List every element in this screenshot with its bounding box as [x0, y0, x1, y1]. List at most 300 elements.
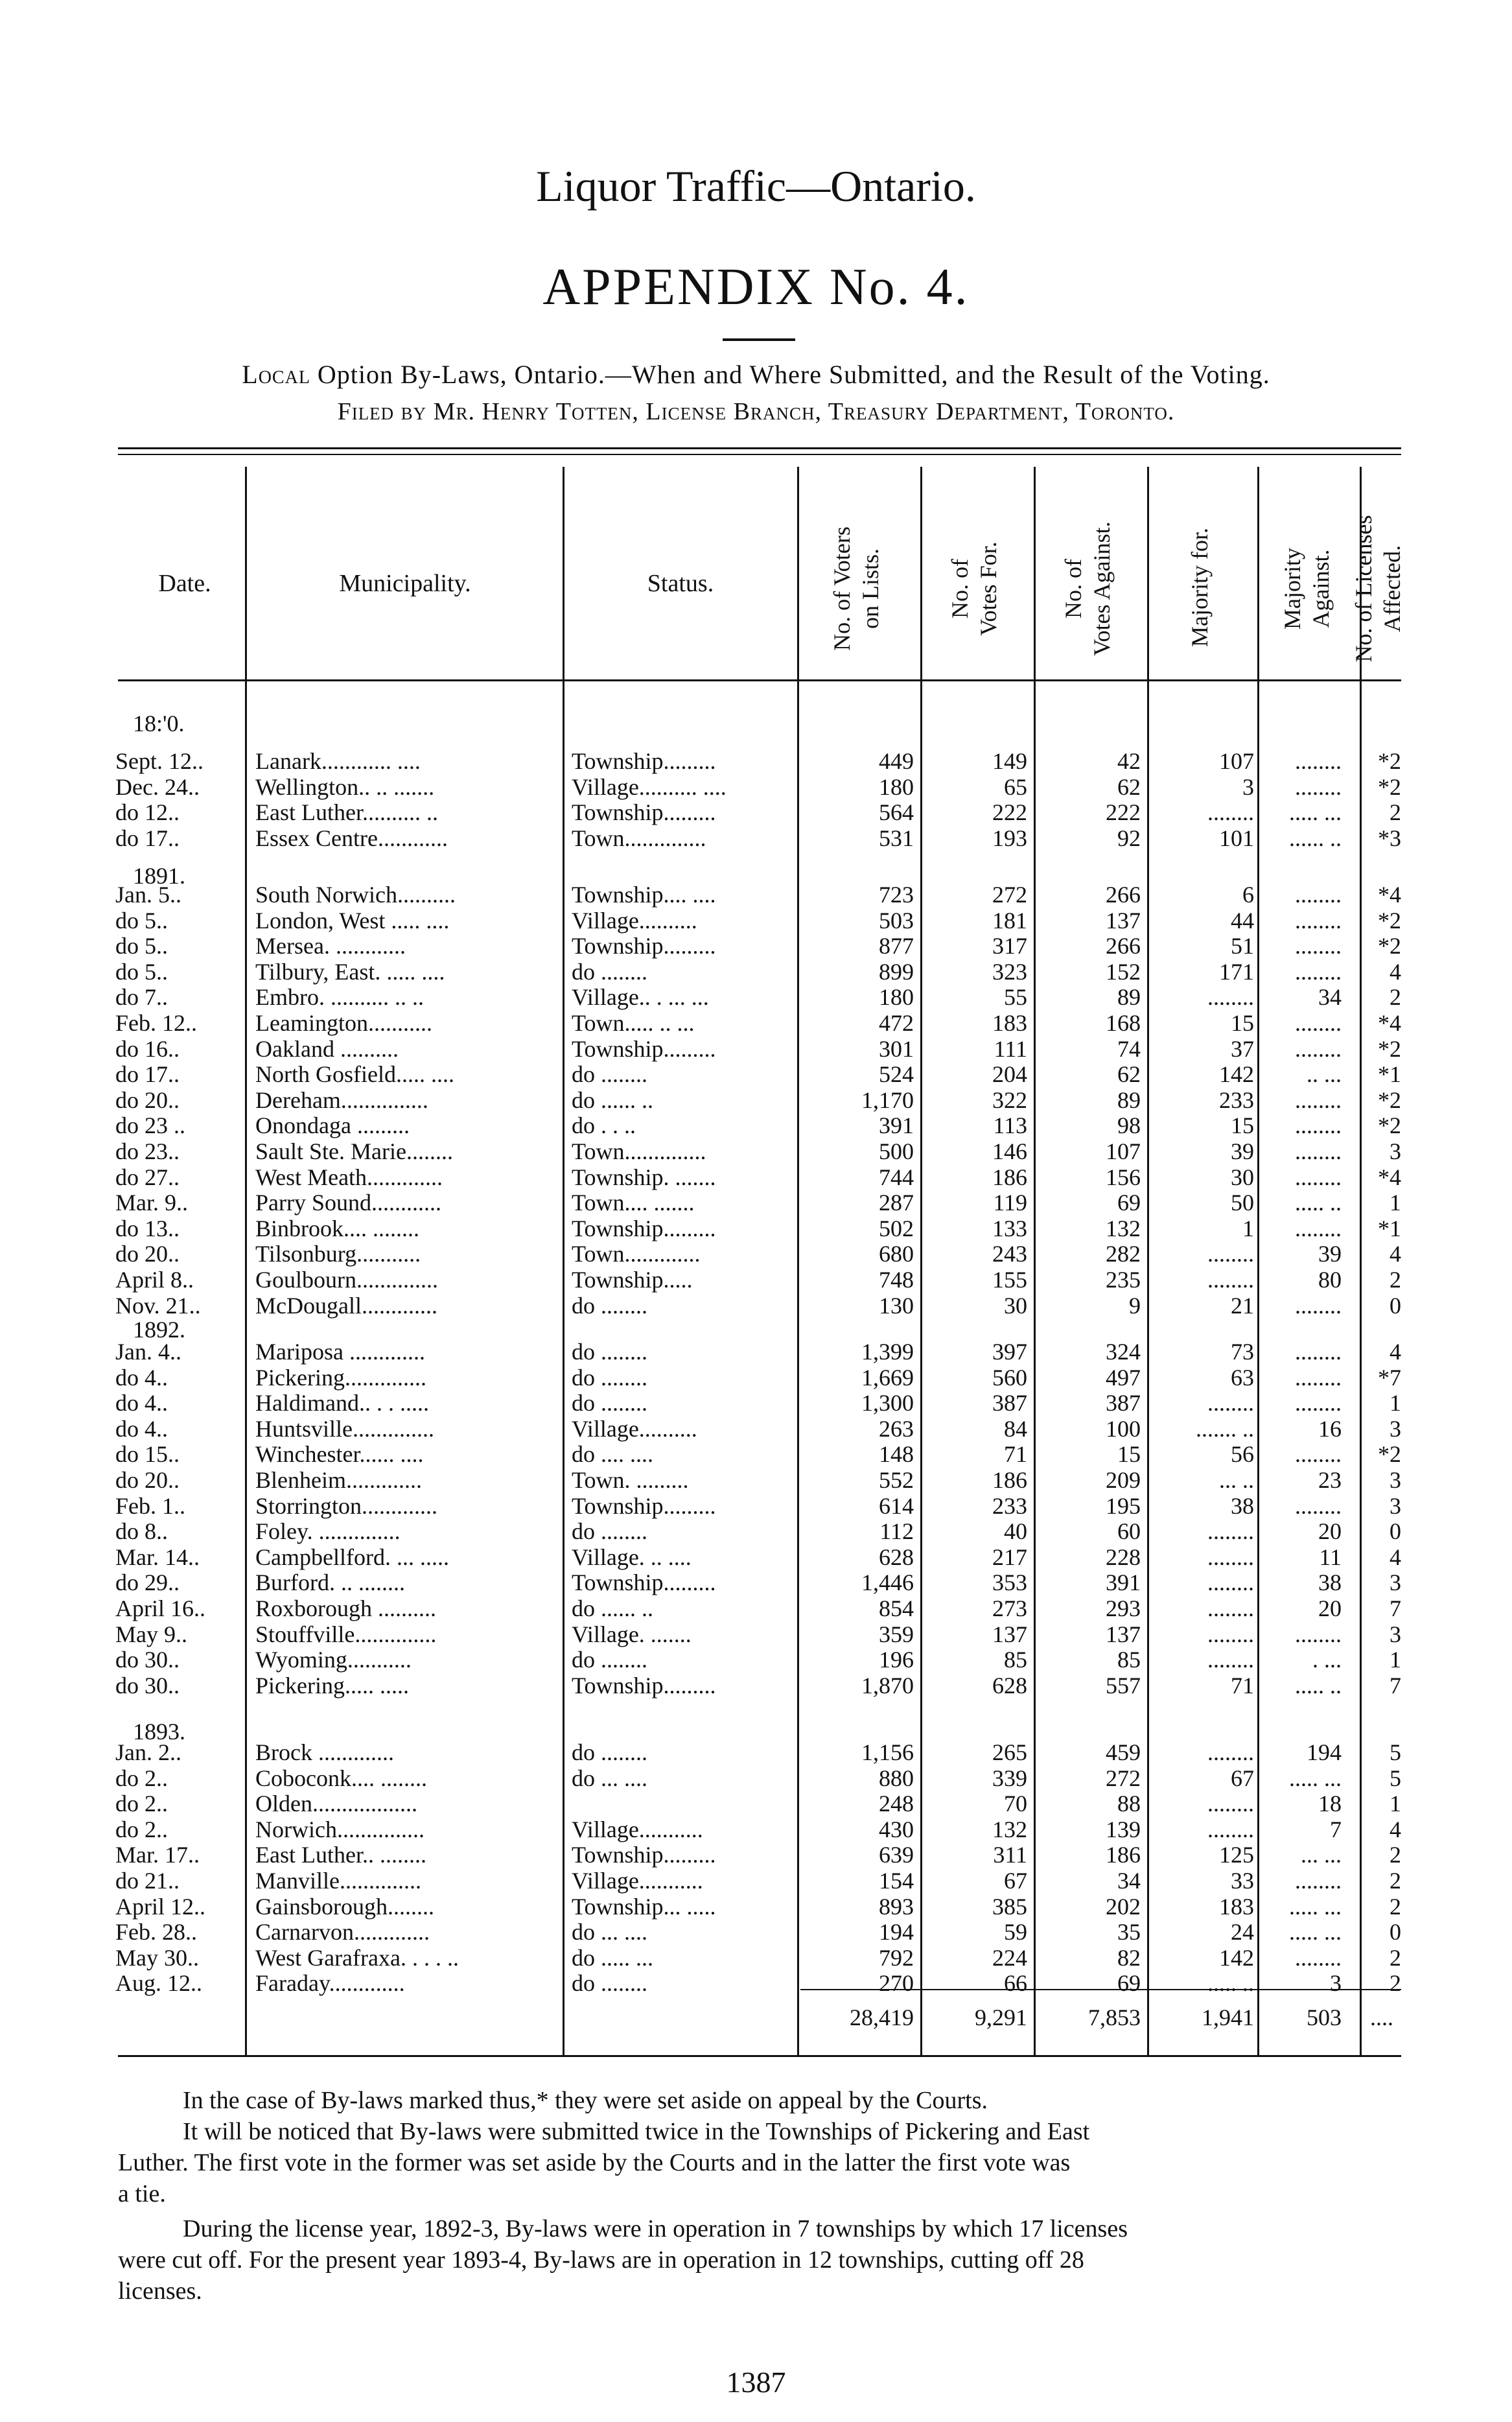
- cell-municipality: Winchester...... ....: [255, 1441, 424, 1468]
- cell-majority-against: 80: [1318, 1267, 1342, 1293]
- cell-majority-against: ..... ..: [1295, 1190, 1342, 1216]
- cell-licenses: 0: [1390, 1292, 1401, 1319]
- cell-voters: 1,399: [861, 1339, 914, 1365]
- cell-licenses: 2: [1390, 1970, 1401, 1997]
- cell-date: Dec. 24..: [115, 773, 200, 800]
- cell-municipality: Stouffville..............: [255, 1621, 437, 1647]
- cell-date: do 4..: [115, 1415, 168, 1442]
- cell-voters: 391: [879, 1112, 914, 1139]
- cell-voters: 180: [879, 773, 914, 800]
- cell-voters: 500: [879, 1138, 914, 1164]
- cell-status: Township.........: [572, 1035, 716, 1062]
- cell-majority-for: 101: [1219, 825, 1254, 851]
- total-votes-for: 9,291: [975, 2005, 1027, 2030]
- cell-date: do 20..: [115, 1467, 180, 1493]
- cell-votes-against: 42: [1117, 748, 1141, 774]
- cell-date: Mar. 17..: [115, 1842, 200, 1868]
- cell-voters: 248: [879, 1791, 914, 1817]
- cell-date: do 13..: [115, 1215, 180, 1241]
- cell-municipality: Wyoming...........: [255, 1647, 412, 1673]
- cell-votes-against: 209: [1106, 1467, 1141, 1493]
- licenses-header-line1: No. of Licenses: [1351, 515, 1377, 663]
- cell-majority-against: ........: [1295, 1390, 1342, 1417]
- cell-majority-against: ........: [1295, 1621, 1342, 1647]
- cell-voters: 180: [879, 984, 914, 1011]
- cell-date: May 30..: [115, 1944, 199, 1971]
- cell-voters: 1,870: [861, 1672, 914, 1699]
- cell-majority-against: ........: [1295, 1215, 1342, 1241]
- cell-licenses: *4: [1378, 882, 1401, 908]
- cell-licenses: 2: [1390, 1944, 1401, 1971]
- majority-against-header-line1: Majority: [1279, 548, 1305, 629]
- cell-licenses: 2: [1390, 1842, 1401, 1868]
- cell-date: do 4..: [115, 1364, 168, 1391]
- cell-date: do 29..: [115, 1570, 180, 1596]
- cell-votes-for: 30: [1004, 1292, 1027, 1319]
- cell-date: do 7..: [115, 984, 168, 1011]
- cell-votes-for: 40: [1004, 1518, 1027, 1545]
- cell-votes-for: 119: [993, 1190, 1027, 1216]
- cell-licenses: *3: [1378, 825, 1401, 851]
- cell-municipality: Binbrook.... ........: [255, 1215, 420, 1241]
- cell-date: Nov. 21..: [115, 1292, 201, 1319]
- cell-municipality: Huntsville..............: [255, 1415, 434, 1442]
- cell-status: do ..... ...: [572, 1944, 653, 1971]
- cell-votes-for: 55: [1004, 984, 1027, 1011]
- cell-date: do 5..: [115, 958, 168, 985]
- cell-municipality: Haldimand.. . . .....: [255, 1390, 429, 1417]
- cell-votes-against: 88: [1117, 1791, 1141, 1817]
- votes-against-header-line2: Votes Against.: [1089, 521, 1115, 656]
- cell-status: do . . ..: [572, 1112, 636, 1139]
- cell-municipality: West Garafraxa. . . . ..: [255, 1944, 459, 1971]
- cell-status: do ........: [572, 958, 647, 985]
- cell-licenses: 4: [1390, 1544, 1401, 1570]
- cell-majority-for: 6: [1242, 882, 1254, 908]
- cell-licenses: 5: [1390, 1739, 1401, 1765]
- cell-majority-for: 171: [1219, 958, 1254, 985]
- cell-licenses: 4: [1390, 958, 1401, 985]
- cell-majority-against: ........: [1295, 1112, 1342, 1139]
- note-twice-line2: Luther. The first vote in the former was set aside by the Courts and in the latter the first vote was: [118, 2149, 1071, 2176]
- cell-date: do 2..: [115, 1791, 168, 1817]
- col-header-municipality: Municipality.: [339, 570, 471, 597]
- cell-majority-against: ........: [1295, 882, 1342, 908]
- cell-votes-for: 113: [993, 1112, 1027, 1139]
- cell-status: do ........: [572, 1647, 647, 1673]
- cell-licenses: 2: [1390, 1893, 1401, 1920]
- cell-municipality: London, West ..... ....: [255, 907, 450, 934]
- cell-date: April 12..: [115, 1893, 205, 1920]
- cell-votes-for: 67: [1004, 1868, 1027, 1894]
- cell-licenses: 2: [1390, 984, 1401, 1011]
- cell-majority-for: ........: [1207, 1390, 1254, 1417]
- cell-date: do 23 ..: [115, 1112, 185, 1139]
- total-majority-for: 1,941: [1202, 2005, 1254, 2030]
- licenses-header-line2: Affected.: [1379, 545, 1405, 633]
- cell-majority-for: ........: [1207, 1518, 1254, 1545]
- cell-majority-for: 51: [1231, 933, 1254, 959]
- cell-votes-against: 60: [1117, 1518, 1141, 1545]
- cell-licenses: *2: [1378, 1087, 1401, 1113]
- cell-votes-for: 193: [992, 825, 1027, 851]
- cell-majority-for: 73: [1231, 1339, 1254, 1365]
- cell-majority-for: 30: [1231, 1164, 1254, 1190]
- cell-votes-against: 266: [1106, 933, 1141, 959]
- cell-status: Town.............: [572, 1241, 701, 1267]
- cell-majority-against: ...... ..: [1289, 825, 1342, 851]
- cell-municipality: Tilsonburg...........: [255, 1241, 421, 1267]
- cell-majority-against: ........: [1295, 1292, 1342, 1319]
- cell-voters: 748: [879, 1267, 914, 1293]
- cell-date: Jan. 4..: [115, 1339, 181, 1365]
- cell-majority-against: 20: [1318, 1518, 1342, 1545]
- cell-votes-for: 265: [992, 1739, 1027, 1765]
- cell-status: Village. .......: [572, 1621, 692, 1647]
- cell-date: Aug. 12..: [115, 1970, 202, 1997]
- cell-municipality: McDougall.............: [255, 1292, 437, 1319]
- cell-licenses: 3: [1390, 1138, 1401, 1164]
- cell-status: Township.........: [572, 748, 716, 774]
- filed-by-line: Filed by Mr. Henry Totten, License Branch, Treasury Department, Toronto.: [337, 398, 1175, 425]
- cell-date: do 5..: [115, 933, 168, 959]
- cell-majority-for: 71: [1231, 1672, 1254, 1699]
- cell-majority-for: ........: [1207, 1241, 1254, 1267]
- cell-votes-against: 391: [1106, 1570, 1141, 1596]
- cell-status: do ...... ..: [572, 1087, 653, 1113]
- cell-voters: 880: [879, 1765, 914, 1791]
- cell-majority-for: 38: [1231, 1492, 1254, 1519]
- cell-date: do 15..: [115, 1441, 180, 1468]
- cell-votes-against: 156: [1106, 1164, 1141, 1190]
- cell-voters: 472: [879, 1010, 914, 1036]
- votes-for-header-line1: No. of: [947, 559, 973, 618]
- cell-status: Township.........: [572, 1215, 716, 1241]
- cell-municipality: East Luther.......... ..: [255, 799, 438, 826]
- cell-status: Town. .........: [572, 1467, 689, 1493]
- cell-votes-against: 387: [1106, 1390, 1141, 1417]
- cell-date: do 16..: [115, 1035, 180, 1062]
- cell-status: Township.........: [572, 1842, 716, 1868]
- cell-votes-against: 69: [1117, 1970, 1141, 1997]
- cell-municipality: Pickering..............: [255, 1364, 426, 1391]
- cell-licenses: 1: [1390, 1190, 1401, 1216]
- cell-majority-for: 44: [1231, 907, 1254, 934]
- cell-voters: 639: [879, 1842, 914, 1868]
- cell-voters: 154: [879, 1868, 914, 1894]
- cell-votes-for: 84: [1004, 1415, 1027, 1442]
- cell-votes-for: 186: [992, 1164, 1027, 1190]
- cell-date: Feb. 28..: [115, 1919, 197, 1946]
- year-label: 1892.: [133, 1317, 185, 1343]
- cell-voters: 502: [879, 1215, 914, 1241]
- cell-votes-for: 217: [992, 1544, 1027, 1570]
- cell-municipality: Tilbury, East. ..... ....: [255, 958, 445, 985]
- cell-voters: 552: [879, 1467, 914, 1493]
- cell-licenses: 4: [1390, 1816, 1401, 1842]
- cell-voters: 430: [879, 1816, 914, 1842]
- cell-votes-against: 557: [1106, 1672, 1141, 1699]
- cell-majority-for: ........: [1207, 1621, 1254, 1647]
- cell-status: do ........: [572, 1292, 647, 1319]
- cell-voters: 531: [879, 825, 914, 851]
- cell-licenses: *2: [1378, 933, 1401, 959]
- cell-majority-for: 33: [1231, 1868, 1254, 1894]
- cell-votes-for: 243: [992, 1241, 1027, 1267]
- cell-voters: 1,300: [861, 1390, 914, 1417]
- cell-licenses: *2: [1378, 1035, 1401, 1062]
- cell-voters: 1,156: [861, 1739, 914, 1765]
- cell-majority-for: ... ..: [1219, 1467, 1254, 1493]
- cell-licenses: 2: [1390, 1267, 1401, 1293]
- page-number: 1387: [726, 2366, 786, 2399]
- cell-majority-against: ........: [1295, 933, 1342, 959]
- cell-majority-for: ........: [1207, 1570, 1254, 1596]
- cell-majority-for: ........: [1207, 1791, 1254, 1817]
- cell-date: do 27..: [115, 1164, 180, 1190]
- cell-majority-against: ..... ..: [1295, 1672, 1342, 1699]
- cell-voters: 301: [879, 1035, 914, 1062]
- cell-voters: 503: [879, 907, 914, 934]
- cell-municipality: Lanark............ ....: [255, 748, 421, 774]
- cell-municipality: Burford. .. ........: [255, 1570, 405, 1596]
- cell-majority-against: ........: [1295, 1944, 1342, 1971]
- cell-licenses: *1: [1378, 1215, 1401, 1241]
- cell-majority-for: 56: [1231, 1441, 1254, 1468]
- cell-majority-against: ........: [1295, 1339, 1342, 1365]
- cell-votes-for: 323: [992, 958, 1027, 985]
- year-label: 1891.: [133, 863, 185, 889]
- col-header-date: Date.: [158, 570, 211, 597]
- majority-for-header: Majority for.: [1187, 528, 1213, 647]
- cell-voters: 744: [879, 1164, 914, 1190]
- cell-licenses: 3: [1390, 1570, 1401, 1596]
- note-license-line1: During the license year, 1892-3, By-laws were in operation in 7 townships by which 17 licenses: [183, 2215, 1128, 2242]
- cell-majority-against: 7: [1330, 1816, 1342, 1842]
- cell-votes-for: 186: [992, 1467, 1027, 1493]
- cell-licenses: 1: [1390, 1390, 1401, 1417]
- cell-licenses: *2: [1378, 1441, 1401, 1468]
- cell-voters: 263: [879, 1415, 914, 1442]
- cell-status: do .... ....: [572, 1441, 653, 1468]
- cell-voters: 564: [879, 799, 914, 826]
- cell-municipality: East Luther.. ........: [255, 1842, 426, 1868]
- cell-votes-against: 74: [1117, 1035, 1141, 1062]
- cell-votes-against: 98: [1117, 1112, 1141, 1139]
- cell-majority-against: ........: [1295, 1868, 1342, 1894]
- cell-municipality: West Meath.............: [255, 1164, 443, 1190]
- cell-date: Jan. 5..: [115, 882, 181, 908]
- cell-voters: 792: [879, 1944, 914, 1971]
- cell-votes-against: 85: [1117, 1647, 1141, 1673]
- cell-votes-for: 111: [994, 1035, 1027, 1062]
- cell-votes-against: 272: [1106, 1765, 1141, 1791]
- cell-majority-against: 23: [1318, 1467, 1342, 1493]
- note-license-line3: licenses.: [118, 2277, 202, 2305]
- cell-voters: 359: [879, 1621, 914, 1647]
- cell-status: do ... ....: [572, 1765, 647, 1791]
- cell-voters: 196: [879, 1647, 914, 1673]
- cell-votes-for: 233: [992, 1492, 1027, 1519]
- cell-municipality: Wellington.. .. .......: [255, 773, 435, 800]
- cell-majority-for: ........: [1207, 1647, 1254, 1673]
- cell-date: do 20..: [115, 1087, 180, 1113]
- cell-votes-against: 35: [1117, 1919, 1141, 1946]
- cell-status: Village..........: [572, 1415, 697, 1442]
- cell-votes-for: 222: [992, 799, 1027, 826]
- cell-votes-against: 107: [1106, 1138, 1141, 1164]
- cell-majority-against: 38: [1318, 1570, 1342, 1596]
- cell-majority-for: 107: [1219, 748, 1254, 774]
- cell-municipality: Coboconk.... ........: [255, 1765, 427, 1791]
- cell-status: Village.......... ....: [572, 773, 727, 800]
- cell-date: do 2..: [115, 1765, 168, 1791]
- cell-voters: 899: [879, 958, 914, 985]
- cell-majority-for: 142: [1219, 1061, 1254, 1088]
- cell-date: do 20..: [115, 1241, 180, 1267]
- cell-majority-against: ........: [1295, 748, 1342, 774]
- cell-status: Town..... .. ...: [572, 1010, 695, 1036]
- cell-licenses: *7: [1378, 1364, 1401, 1391]
- cell-voters: 112: [879, 1518, 914, 1545]
- cell-majority-for: ..... ..: [1207, 1970, 1254, 1997]
- voters-header-line2: on Lists.: [857, 548, 883, 629]
- total-licenses: ....: [1370, 2005, 1393, 2030]
- cell-municipality: Mersea. ............: [255, 933, 406, 959]
- cell-status: Village...........: [572, 1816, 703, 1842]
- cell-votes-for: 132: [992, 1816, 1027, 1842]
- year-label: 18:'0.: [133, 711, 185, 736]
- cell-voters: 524: [879, 1061, 914, 1088]
- cell-votes-against: 62: [1117, 1061, 1141, 1088]
- cell-date: do 21..: [115, 1868, 180, 1894]
- cell-majority-against: ... ...: [1301, 1842, 1342, 1868]
- cell-licenses: *2: [1378, 907, 1401, 934]
- cell-voters: 1,669: [861, 1364, 914, 1391]
- cell-majority-against: ........: [1295, 907, 1342, 934]
- note-asterisk: In the case of By-laws marked thus,* they were set aside on appeal by the Courts.: [183, 2087, 988, 2114]
- cell-status: Village...........: [572, 1868, 703, 1894]
- cell-votes-against: 137: [1106, 1621, 1141, 1647]
- cell-date: do 8..: [115, 1518, 168, 1545]
- cell-status: do ........: [572, 1339, 647, 1365]
- cell-licenses: 1: [1390, 1791, 1401, 1817]
- cell-municipality: South Norwich..........: [255, 882, 456, 908]
- cell-municipality: Essex Centre............: [255, 825, 448, 851]
- cell-licenses: 3: [1390, 1415, 1401, 1442]
- cell-votes-against: 89: [1117, 984, 1141, 1011]
- caption-lead: Local: [242, 360, 310, 389]
- cell-majority-against: ........: [1295, 1138, 1342, 1164]
- cell-votes-against: 9: [1129, 1292, 1141, 1319]
- cell-votes-against: 152: [1106, 958, 1141, 985]
- cell-majority-for: 63: [1231, 1364, 1254, 1391]
- cell-votes-against: 89: [1117, 1087, 1141, 1113]
- cell-votes-against: 15: [1117, 1441, 1141, 1468]
- cell-votes-against: 137: [1106, 907, 1141, 934]
- cell-licenses: 2: [1390, 799, 1401, 826]
- cell-votes-for: 317: [992, 933, 1027, 959]
- cell-municipality: Roxborough ..........: [255, 1595, 436, 1621]
- cell-date: Sept. 12..: [115, 748, 204, 774]
- cell-votes-for: 59: [1004, 1919, 1027, 1946]
- cell-date: do 30..: [115, 1647, 180, 1673]
- cell-majority-for: ........: [1207, 1544, 1254, 1570]
- cell-majority-against: ........: [1295, 958, 1342, 985]
- cell-majority-against: .. ...: [1307, 1061, 1342, 1088]
- cell-licenses: 3: [1390, 1621, 1401, 1647]
- cell-votes-against: 168: [1106, 1010, 1141, 1036]
- cell-majority-for: 1: [1242, 1215, 1254, 1241]
- cell-status: Township... .....: [572, 1893, 716, 1920]
- cell-majority-for: 142: [1219, 1944, 1254, 1971]
- year-label: 1893.: [133, 1719, 185, 1745]
- cell-municipality: Gainsborough........: [255, 1893, 434, 1920]
- cell-votes-for: 137: [992, 1621, 1027, 1647]
- cell-status: Town.... .......: [572, 1190, 695, 1216]
- cell-date: do 2..: [115, 1816, 168, 1842]
- cell-majority-against: ........: [1295, 1035, 1342, 1062]
- cell-status: do ... ....: [572, 1919, 647, 1946]
- cell-licenses: 1: [1390, 1647, 1401, 1673]
- cell-votes-for: 311: [993, 1842, 1027, 1868]
- cell-votes-for: 85: [1004, 1647, 1027, 1673]
- cell-majority-against: ........: [1295, 1164, 1342, 1190]
- cell-majority-for: 50: [1231, 1190, 1254, 1216]
- cell-voters: 614: [879, 1492, 914, 1519]
- cell-votes-for: 181: [992, 907, 1027, 934]
- cell-status: Township.........: [572, 799, 716, 826]
- cell-municipality: Blenheim.............: [255, 1467, 422, 1493]
- cell-licenses: *4: [1378, 1164, 1401, 1190]
- cell-majority-against: 20: [1318, 1595, 1342, 1621]
- cell-licenses: *2: [1378, 773, 1401, 800]
- cell-majority-against: ..... ...: [1289, 1893, 1342, 1920]
- cell-majority-against: ........: [1295, 1364, 1342, 1391]
- cell-votes-against: 186: [1106, 1842, 1141, 1868]
- cell-status: do ........: [572, 1390, 647, 1417]
- cell-status: Township.........: [572, 933, 716, 959]
- cell-votes-against: 324: [1106, 1339, 1141, 1365]
- cell-majority-for: 3: [1242, 773, 1254, 800]
- caption-rest: Option By-Laws, Ontario.—When and Where Submitted, and the Result of the Voting.: [310, 360, 1270, 389]
- cell-municipality: Foley. ..............: [255, 1518, 401, 1545]
- cell-municipality: Storrington.............: [255, 1492, 438, 1519]
- cell-majority-for: ........: [1207, 1816, 1254, 1842]
- cell-voters: 1,170: [861, 1087, 914, 1113]
- cell-votes-for: 339: [992, 1765, 1027, 1791]
- cell-voters: 877: [879, 933, 914, 959]
- cell-municipality: Onondaga .........: [255, 1112, 410, 1139]
- cell-votes-against: 62: [1117, 773, 1141, 800]
- cell-licenses: 7: [1390, 1672, 1401, 1699]
- cell-votes-against: 222: [1106, 799, 1141, 826]
- cell-majority-against: . ...: [1312, 1647, 1342, 1673]
- cell-majority-for: 39: [1231, 1138, 1254, 1164]
- cell-voters: 893: [879, 1893, 914, 1920]
- cell-licenses: 2: [1390, 1868, 1401, 1894]
- cell-municipality: Campbellford. ... .....: [255, 1544, 449, 1570]
- cell-date: April 16..: [115, 1595, 205, 1621]
- cell-votes-against: 293: [1106, 1595, 1141, 1621]
- col-header-status: Status.: [647, 570, 714, 597]
- cell-status: do ........: [572, 1970, 647, 1997]
- cell-licenses: *2: [1378, 1112, 1401, 1139]
- cell-status: do ........: [572, 1518, 647, 1545]
- cell-majority-against: ........: [1295, 1087, 1342, 1113]
- cell-status: do ........: [572, 1061, 647, 1088]
- cell-majority-for: ........: [1207, 984, 1254, 1011]
